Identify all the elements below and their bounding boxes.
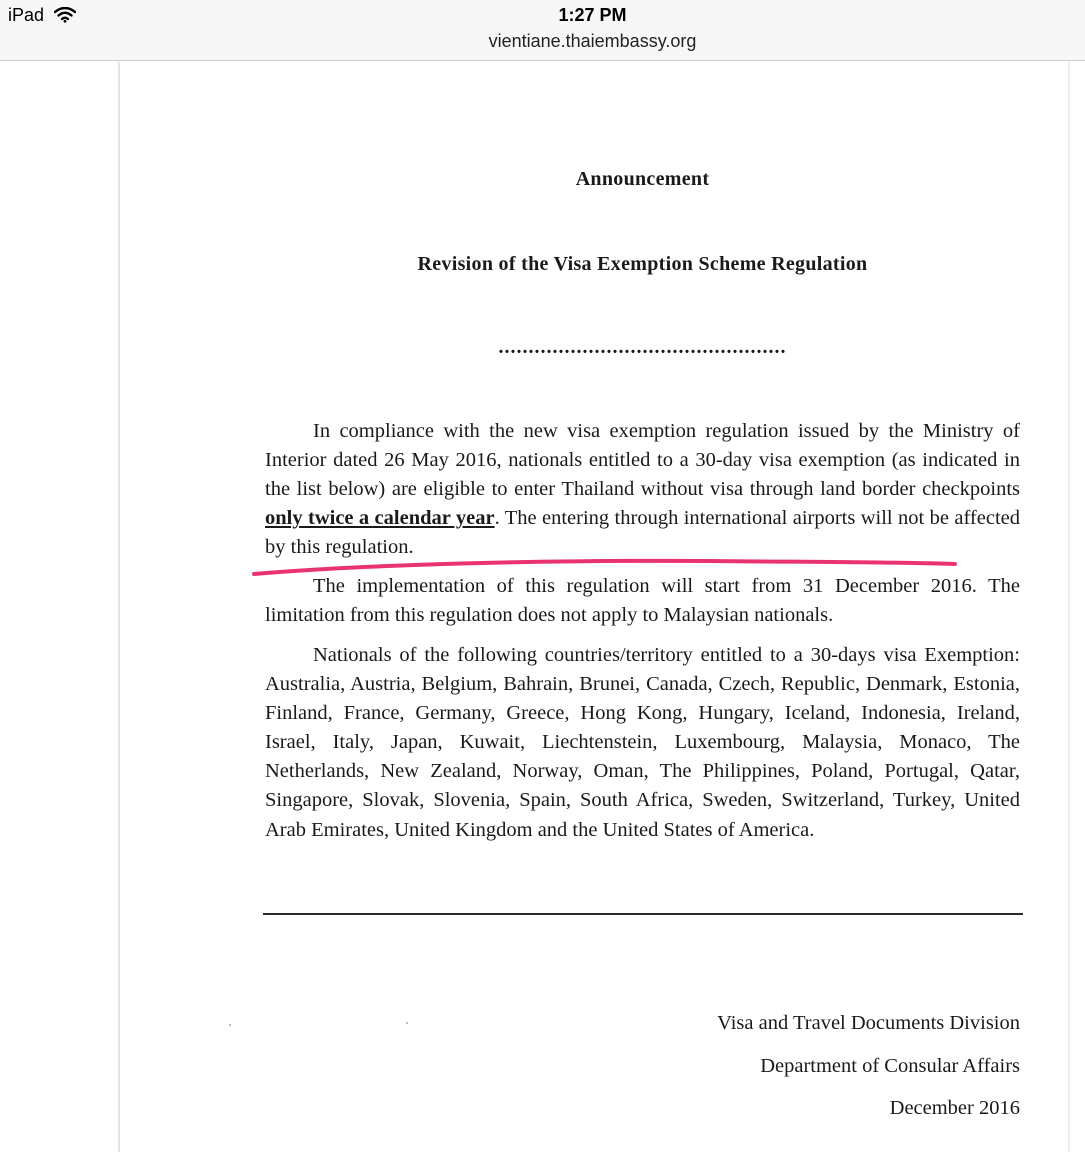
paragraph-countries: Nationals of the following countries/territory entitled to a 30-days visa Exemption: Australia, Austria, Belgium, Bahrain, Brunei, Canada, Czech, Republic, Denmark, Estonia, Finland, France, Germany, Greece, Hong Kong, Hungary, Iceland, Indonesia, Ireland, Israel, Italy, Japan, Kuwait, Liechtenstein, Luxembourg, Malaysia, Monaco, The Netherlands, New Zealand, Norway, Oman, The Philippines, Poland, Portugal, Qatar, Singapore, Slovak, Slovenia, Spain, South Africa, Sweden, Switzerland, Turkey, United Arab Emirates, United Kingdom and the United States of America.	[265, 644, 1020, 841]
page-edge-left	[118, 62, 120, 1152]
emphasis-twice-a-year: only twice a calendar year	[265, 507, 495, 530]
page-edge-right	[1068, 62, 1070, 1152]
announcement-heading: Announcement	[575, 168, 710, 190]
signature-department: Department of Consular Affairs	[760, 1055, 1020, 1077]
device-name: iPad	[8, 5, 45, 25]
horizontal-rule	[263, 913, 1023, 915]
scan-speck	[229, 1024, 231, 1026]
paragraph-implementation: The implementation of this regulation will start from 31 December 2016. The limitation from this regulation does not apply to Malaysian nationals.	[265, 575, 1020, 627]
document-title: Revision of the Visa Exemption Scheme Regulation	[417, 253, 868, 275]
scan-speck	[406, 1022, 408, 1024]
status-time: 1:27 PM	[558, 5, 627, 25]
paragraph-compliance-text: In compliance with the new visa exemption regulation issued by the Ministry of Interior dated 26 May 2016, nationals entitled to a 30-day visa exemption (as indicated in the list below) are eligible to enter Thailand without visa through land border checkpoints	[265, 420, 1020, 501]
signature-date: December 2016	[889, 1097, 1020, 1119]
paragraph-compliance-text-end: . The entering through international airports will not be affected by this regulation.	[265, 507, 1020, 559]
dotted-separator: ................................................	[498, 336, 787, 358]
signature-division: Visa and Travel Documents Division	[717, 1012, 1020, 1034]
paragraph-compliance	[265, 417, 1020, 562]
address-bar-url[interactable]: vientiane.thaiembassy.org	[488, 31, 697, 51]
status-bar	[0, 0, 1085, 61]
